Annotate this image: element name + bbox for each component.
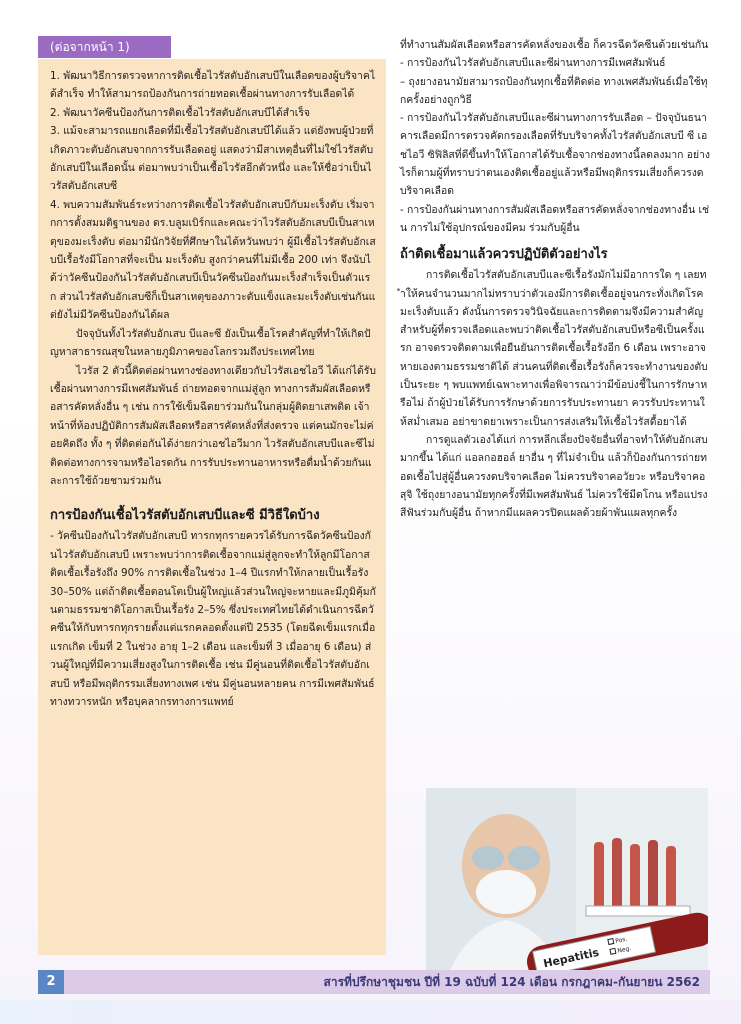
left-paragraph-2: 2. พัฒนาวัคซีนป้องกันการติดเชื้อไวรัสตับอักเสบบีได้สำเร็จ bbox=[50, 106, 310, 119]
tube-label: Hepatitis bbox=[542, 945, 601, 971]
left-paragraph-5: ปัจจุบันทั้งไวรัสตับอักเสบ บีและซี ยังเป็นเชื้อโรคสำคัญที่ทำให้เกิดปัญหาสาธารณสุขในหลายภูมิภาคของโลกรวมถึงประเทศไทย bbox=[50, 327, 371, 359]
tube-pos: Pos. bbox=[614, 935, 629, 945]
lab-illustration bbox=[426, 788, 708, 980]
left-paragraph-1: 1. พัฒนาวิธีการตรวจหาการติดเชื้อไวรัสตับอักเสบบีในเลือดของผู้บริจาคได้สำเร็จ ทำให้สามารถป้องกันการถ่ายทอดเชื้อผ่านทางการรับเลือดได้ bbox=[50, 70, 376, 101]
vaccine-paragraph: - วัคซีนป้องกันไวรัสตับอักเสบบี ทารกทุกรายควรได้รับการฉีดวัคซีนป้องกันไวรัสตับอักเสบบี เพราะพบว่าการติดเชื้อจากแม่สู่ลูกจะทำให้ลูกมีโอกาสติดเชื้อเรื้อรังถึง 90% การติดเชื้อในช่วง 1–4 ปีแรกทำให้กลายเป็นเรื้อรัง 30–50% แต่ถ้าติดเชื้อตอนโตเป็นผู้ใหญ่แล้วส่วนใหญ่จะหายและมีภูมิคุ้มกันตามธรรมชาติโอกาสเป็นเรื้อรัง 2–5% ซึ่งประเทศไทยได้ดำเนินการฉีดวัคซีนให้กับทารกทุกรายตั้งแต่แรกคลอดตั้งแต่ปี 2535 (โดยฉีดเข็มแรกเมื่อแรกเกิด เข็มที่ 2 ในช่วง อายุ 1–2 เดือน และเข็มที่ 3 เมื่ออายุ 6 เดือน) ส่วนผู้ใหญ่ที่มีความเสี่ยงสูงในการติดเชื้อ เช่น มีคู่นอนที่ติดเชื้อไวรัสตับอักเสบบี หรือมีพฤติกรรมเสี่ยงทางเพศ เช่น มีคู่นอนหลายคน การมีเพศสัมพันธ์ทางทวารหนัก หรือบุคลากรทางการแพทย์ bbox=[50, 530, 376, 708]
tube-neg: Neg. bbox=[616, 945, 632, 955]
test-tube-icon bbox=[594, 842, 604, 912]
right-item-3: - การป้องกันไวรัสตับอักเสบบีและซีผ่านทางการรับเลือด – ปัจจุบันธนาคารเลือดมีการตรวจคัดกรองเลือดที่รับบริจาคทั้งไวรัสตับอักเสบบี ซี เอชไอวี ซิฟิลิสที่ดีขึ้นทำให้โอกาสได้รับเชื้อจากช่องทางนี้ลดลงมาก อย่างไรก็ตามผู้ที่ทราบว่าตนเองติดเชื้ออยู่แล้วหรือมีพฤติกรรมเสี่ยงก็ควรงดบริจาคเลือด bbox=[400, 112, 710, 198]
left-column-box bbox=[38, 59, 386, 955]
right-paragraph-1: การติดเชื้อไวรัสตับอักเสบบีและซีเรื้อรังมักไม่มีอาการใด ๆ เลยทำให้คนจำนวนมากไม่ทราบว่าตัวเองมีการติดเชื้ออยู่จนกระทั่งเกิดโรคมะเร็งตับแล้ว ดังนั้นการตรวจวินิจฉัยและการติดตามจึงมีความสำคัญ สำหรับผู้ที่ตรวจเลือดและพบว่าติดเชื้อไวรัสตับอักเสบบีหรือซีเป็นครั้งแรก อาจตรวจติดตามเพื่อยืนยันการติดเชื้อเรื้อรังอีก 6 เดือน เพราะอาจหายเองตามธรรมชาติได้ ส่วนคนที่ติดเชื้อเรื้อรังก็ควรจะทำงานของตับเป็นระยะ ๆ พบแพทย์เฉพาะทางเพื่อพิจารณาว่ามีข้อบ่งชี้ในการรักษาหรือไม่ ถ้าผู้ป่วยได้รับการรักษาด้วยการรับประทานยา ควรรับประทานให้สม่ำเสมอ อย่าขาดยาเพราะเป็นการส่งเสริมให้เชื้อไวรัสดื้อยาได้ bbox=[400, 269, 708, 428]
mask-icon bbox=[476, 870, 536, 914]
right-item-1: - การป้องกันไวรัสตับอักเสบบีและซีผ่านทางการมีเพศสัมพันธ์ bbox=[400, 57, 666, 70]
continued-label: (ต่อจากหน้า 1) bbox=[38, 36, 171, 58]
right-column bbox=[400, 36, 710, 522]
infected-heading: ถ้าติดเชื้อมาแล้วควรปฏิบัติตัวอย่างไร bbox=[400, 247, 608, 263]
left-paragraph-6: ไวรัส 2 ตัวนี้ติดต่อผ่านทางช่องทางเดียวกับไวรัสเอชไอวี ได้แก่ได้รับเชื้อผ่านทางการมีเพศสัมพันธ์ ถ่ายทอดจากแม่สู่ลูก ทางการสัมผัสเลือดหรือสารคัดหลั่งอื่น ๆ เช่น การใช้เข็มฉีดยาร่วมกันในกลุ่มผู้ติดยาเสพติด เจ้าหน้าที่ห้องปฏิบัติการสัมผัสเลือดหรือสารคัดหลั่งที่ส่งตรวจ แต่คนมักจะไม่ค่อยคิดถึง ทั้ง ๆ ที่ติดต่อกันได้ง่ายกว่าเอชไอวีมาก ไวรัสตับอักเสบบีและซีไม่ติดต่อทางการจามหรือไอรดกัน การรับประทานอาหารหรือดื่มน้ำด้วยกันและการใช้ถ้วยชามร่วมกัน bbox=[50, 364, 376, 487]
right-item-4: - การป้องกันผ่านทางการสัมผัสเลือดหรือสารคัดหลั่งจากช่องทางอื่น เช่น การไม่ใช้อุปกรณ์ของมีคม ร่วมกับผู้อื่น bbox=[400, 203, 710, 234]
footer-publication: สารที่ปรึกษาชุมชน ปีที่ 19 ฉบับที่ 124 เดือน กรกฎาคม-กันยายน 2562 bbox=[323, 975, 700, 989]
bottom-band bbox=[0, 1000, 741, 1024]
goggles-icon bbox=[472, 846, 504, 870]
footer-bar bbox=[38, 970, 710, 994]
right-item-2: – ถุงยางอนามัยสามารถป้องกันทุกเชื้อที่ติดต่อ ทางเพศสัมพันธ์เมื่อใช้ทุกครั้งอย่างถูกวิธี bbox=[400, 75, 708, 106]
left-paragraph-3: 3. แม้จะสามารถแยกเลือดที่มีเชื้อไวรัสตับอักเสบบีได้แล้ว แต่ยังพบผู้ป่วยที่เกิดภาวะตับอักเสบจากการรับเลือดอยู่ แสดงว่ามีสาเหตุอื่นที่ไม่ใช่ไวรัสตับอักเสบบีในเลือดนั้น ต่อมาพบว่าเป็นเชื้อไวรัสอีกตัวหนึ่ง และให้ชื่อว่าเป็นไวรัสตับอักเสบซี bbox=[50, 125, 374, 193]
lab-photo bbox=[426, 788, 708, 980]
right-intro: ที่ทำงานสัมผัสเลือดหรือสารคัดหลั่งของเชื้อ ก็ควรฉีดวัคซีนด้วยเช่นกัน bbox=[400, 39, 709, 51]
page-number: 2 bbox=[38, 970, 64, 994]
prevention-heading: การป้องกันเชื้อไวรัสตับอักเสบบีและซี มีวิธีใดบ้าง bbox=[50, 508, 320, 524]
left-paragraph-4: 4. พบความสัมพันธ์ระหว่างการติดเชื้อไวรัสตับอักเสบบีกับมะเร็งตับ เริ่มจากการตั้งสมมติฐานของ ดร.บลูมเบิร์กและคณะว่าไวรัสตับอักเสบบีเป็นสาเหตุของมะเร็งตับ ต่อมามีนักวิจัยที่ศึกษาในไต้หวันพบว่า ผู้มีเชื้อไวรัสตับอักเสบบีเรื้อรังมีโอกาสที่จะเป็น มะเร็งตับ สูงกว่าคนที่ไม่มีเชื้อ 200 เท่า จึงนับได้ว่าวัคซีนป้องกันไวรัสตับอักเสบบีเป็นวัคซีนป้องกันมะเร็งสำเร็จเป็นตัวแรก ส่วนไวรัสตับอักเสบซีก็เป็นสาเหตุของภาวะตับแข็งและมะเร็งตับเช่นกันแต่ยังไม่มีวัคซีนป้องกันได้ผล bbox=[50, 198, 376, 322]
right-paragraph-2: การดูแลตัวเองได้แก่ การหลีกเลี่ยงปัจจัยอื่นที่อาจทำให้ตับอักเสบมากขึ้น ได้แก่ แอลกอฮอล์ ยาอื่น ๆ ที่ไม่จำเป็น แล้วก็ป้องกันการถ่ายทอดเชื้อไปสู่ผู้อื่นควรงดบริจาคเลือด ไม่ควรบริจาคอวัยวะ หรือบริจาคอสุจิ ใช้ถุงยางอนามัยทุกครั้งที่มีเพศสัมพันธ์ ไม่ควรใช้มีดโกน หรือแปรงสีฟันร่วมกับผู้อื่น ถ้าหากมีแผลควรปิดแผลด้วยผ้าพันแผลทุกครั้ง bbox=[400, 433, 708, 520]
